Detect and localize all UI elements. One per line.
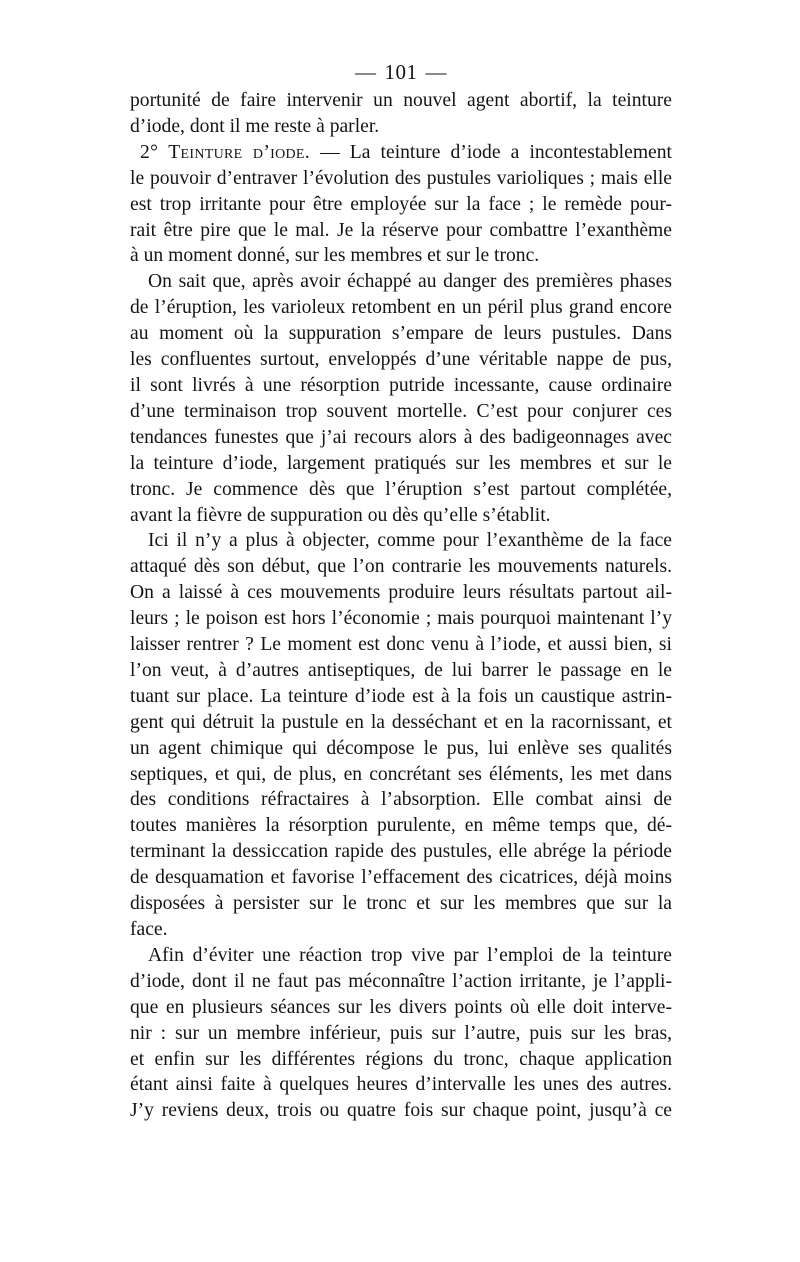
text-line: tronc. Je commence dès que l’éruption s’est partout complétée, [130,478,672,500]
text-line: les confluentes surtout, enveloppés d’une véritable nappe de pus, [130,349,672,371]
text-line: Afin d’éviter une réaction trop vive par l’emploi de la teinture [148,944,672,966]
text-line: laisser rentrer ? Le moment est donc venu à l’iode, et aussi bien, si [130,634,672,656]
text-line: de l’éruption, les varioleux retombent en un péril plus grand encore [130,297,672,319]
text-line: On a laissé à ces mouvements produire leurs résultats partout ail- [130,582,672,604]
paragraph-4 [130,528,672,943]
text-line: gent qui détruit la pustule en la desséchant et en la racornissant, et [130,711,672,733]
folio-dash-left: — [355,60,377,84]
text-line: face. [130,919,168,940]
text-line: l’on veut, à d’autres antiseptiques, de lui barrer le passage en le [130,659,672,681]
folio-number: 101 [384,60,418,84]
paragraph-5 [130,943,672,1124]
text-line: nir : sur un membre inférieur, puis sur l’autre, puis sur les bras, [130,1022,672,1044]
text-line: J’y reviens deux, trois ou quatre fois sur chaque point, jusqu’à ce [130,1100,672,1122]
folio-dash-right: — [425,60,447,84]
text-line: Ici il n’y a plus à objecter, comme pour l’exanthème de la face [148,530,672,552]
text-line: attaqué dès son début, que l’on contrarie les mouvements naturels. [130,556,672,578]
text-line: disposées à persister sur le tronc et sur les membres que sur la [130,893,672,915]
paragraph-3 [130,269,672,528]
text-line: septiques, et qui, de plus, en concrétant ses éléments, les met dans [130,763,672,785]
page-number [130,56,672,88]
text-line: le pouvoir d’entraver l’évolution des pustules varioliques ; mais elle [130,167,672,189]
text-line: d’une terminaison trop souvent mortelle. C’est pour conjurer ces [130,400,672,422]
text-line: toutes manières la résorption purulente, en même temps que, dé- [130,815,672,837]
section-heading: 2° Teinture d’iode. [140,141,310,163]
text-line: que en plusieurs séances sur les divers points où elle doit interve- [130,996,672,1018]
text-line: avant la fièvre de suppuration ou dès qu’elle s’établit. [130,504,551,526]
text-line: des conditions réfractaires à l’absorption. Elle combat ainsi de [130,789,672,811]
text-line: d’iode, dont il ne faut pas méconnaître l’action irritante, je l’appli- [130,970,672,992]
text-line: rait être pire que le mal. Je la réserve pour combattre l’exanthème [130,219,672,241]
text-line: terminant la dessiccation rapide des pustules, elle abrége la période [130,841,672,863]
book-page [130,56,672,1124]
text-line: un agent chimique qui décompose le pus, lui enlève ses qualités [130,737,672,759]
text-line: portunité de faire intervenir un nouvel agent abortif, la teinture [130,90,672,111]
text-line: d’iode, dont il me reste à parler. [130,115,380,137]
text-line: est trop irritante pour être employée sur la face ; le remède pour- [130,193,672,215]
text-line: et enfin sur les différentes régions du tronc, chaque application [130,1048,672,1070]
text-line [130,140,672,166]
text-fragment: — La teinture d’iode a incontestablement [310,141,672,163]
text-line: il sont livrés à une résorption putride incessante, cause ordinaire [130,374,672,396]
text-line: On sait que, après avoir échappé au danger des premières phases [148,271,672,293]
paragraph-1 [130,88,672,140]
text-line: étant ainsi faite à quelques heures d’intervalle les unes des autres. [130,1074,672,1096]
text-line: tuant sur place. La teinture d’iode est à la fois un caustique astrin- [130,685,672,707]
text-line: de desquamation et favorise l’effacement des cicatrices, déjà moins [130,867,672,889]
text-line: à un moment donné, sur les membres et sur le tronc. [130,245,540,267]
text-line: leurs ; le poison est hors l’économie ; mais pourquoi maintenant l’y [130,608,672,630]
text-line: tendances funestes que j’ai recours alors à des badigeonnages avec [130,426,672,448]
text-line: la teinture d’iode, largement pratiqués sur les membres et sur le [130,452,672,474]
paragraph-2 [130,140,672,270]
text-line: au moment où la suppuration s’empare de leurs pustules. Dans [130,323,672,345]
